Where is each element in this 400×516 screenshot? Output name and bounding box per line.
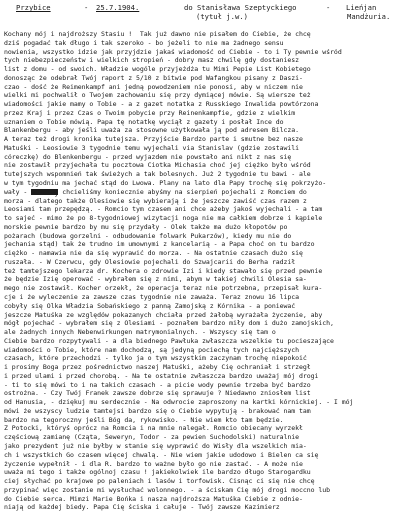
- header-destination-region: Mandżuria.: [347, 12, 391, 21]
- letter-line: częściową zamianę (Cząta, Seweryn, Todor - za pewien Suchodolski) naturalnie: [4, 433, 299, 442]
- letter-line: wały - Wczoraj chcieliśmy koniecznie abyśmy na sierpień pojechali z Romciem do: [4, 187, 307, 197]
- letter-line: jako prezydent już nie byłby w stanie się wyprawić do Wisły dla wszelkich mia-: [4, 441, 307, 450]
- letter-line: jeszcze Matuśka ze względów pokazanych chciała przed żałobą wyrażała życzenie, aby: [4, 310, 323, 319]
- letter-line: Leosiami tam przepędzą. - Romcio tym czasem ani chce ażeby jakoś wyjechali - a tam: [4, 205, 323, 214]
- letter-line: że będzie Izię operować - wybrałem się z nimi, abym w takiej chwili Olesia sa-: [4, 275, 307, 284]
- letter-line: przypinać więc zostanie mi wysłuchać wolonnego. - a ściskam Cię mój drogi moccno lub: [4, 485, 331, 494]
- letter-line: tych niebezpieczeństw i wielkich stropień - dobry masz chwilę gdy dostaniesz: [4, 56, 299, 65]
- letter-line: życzenie wypełnił - i dla R. bardzo to ważne było go nie zastać. - A może nie: [4, 459, 303, 468]
- letter-line: - ti to się mówi to i na takich czasach - a picie wody pewnie trzeba być bardzo: [4, 380, 311, 389]
- header-dash: -: [84, 3, 89, 12]
- letter-body: [4, 30, 396, 512]
- letter-line: Kochany mój i najdroższy Stasiu ! Tak już dawno nie pisałem do Ciebie, że chcę: [4, 30, 311, 38]
- letter-line: niają od każdej biedy. Papa Cię ściska i całuje - Twój zawsze Kazimierz: [4, 503, 280, 512]
- letter-line: i przed ulami i przed chorobą. - Na te ostatnie zwłaszcza bardzo uważaj mój drogi: [4, 371, 319, 380]
- letter-line: to sajeć - mimo że po 8-tygodniowej wizytacji noga nie ma całkiem dobrze i kąpiele: [4, 214, 323, 223]
- letter-line: cobyły się Olka Władzia Sobańskiego z panną Zamojską z Kórnika - a poniewać: [4, 301, 296, 310]
- letter-line: Blankenbergu - aby jeśli uważa za stosowne użytkowała ją pod adresem Bilcza.: [4, 126, 299, 135]
- letter-line: przez Kraj i przez Czas o Twoim pobycie przy Reinenkampfie, gdzie z wielkim: [4, 108, 296, 117]
- letter-line: mego nie zostawił. Kocher orzekł, że operacja teraz nie potrzebna, przepisał kura-: [4, 284, 323, 293]
- struck-out-word: Wczoraj: [31, 188, 59, 197]
- letter-line: ciężko - namawia nie da się wyprawić do morza. - Na ostatnie czasach dużo się: [4, 249, 303, 258]
- header-destination: Lieńjan: [346, 3, 377, 12]
- letter-line: w tym tygodniu ma jechać stąd do Lwowa. Plany na lato dla Papy trochę się pokrzyżo-: [4, 179, 327, 188]
- letter-line: Ciebie bardzo rozpytywali - a dla biednego Pawłuka zwłaszcza wszelkie tu pocieszające: [4, 336, 334, 345]
- letter-line: cje i że wyleczenie za zawsze czas tygodnie nie zaważa. Teraz znowu 16 lipca: [4, 292, 299, 301]
- letter-line: od Hanusia, - dziękuj mu serdecznie - Na odwrocie zaproszony na kartki kórnickiej. - I mój: [4, 398, 354, 407]
- letter-line: tutejszych wspomnień tak świeżych a tak bolesnych. Już 2 tygodnie tu bawi - ale: [4, 170, 311, 179]
- letter-line: czasach, które przechodzi - tylko ja o tym wszystkim zaczynam trochę niepokoić: [4, 354, 307, 363]
- letter-line: Z Potocki, któryś oprócz na Romcia i na mnie nalegał. Romcio obiecany wyrzekł: [4, 424, 303, 433]
- header-title-note: (tytuł j.w.): [196, 12, 248, 21]
- letter-line: ostrożna. - Czy Twój Franek zawsze dobrze się sprawuje ? Niedawno zniosłem list: [4, 389, 311, 398]
- letter-line: ale żadnych innych Nebenwirkungen matrymonialnych. - Wszyscy się tam o: [4, 328, 276, 337]
- header-separator: -: [326, 3, 331, 12]
- letter-line: pożarach (budowa gorzelni - odbudowanie folwark Pukarzów), kiedy mu nie do: [4, 231, 292, 240]
- letter-line: i prosimy Boga przez pośrednictwo naszej Matuśki, ażeby Cię ochraniał i strzegł: [4, 363, 311, 372]
- letter-line: córeczkę) do Blenkenbergu - przed wyjazdem nie powstało ani nikt z nas się: [4, 152, 292, 161]
- letter-line: list z domu - od swoich. Władzie wogóle przyjeżdża tu Mimi Pepie List Kobietego: [4, 65, 311, 74]
- letter-line: ch i wszystkich Go czasem więcej chwalą. - Nie wiem jakie udodowo i Bielen ca się: [4, 450, 319, 459]
- letter-line: Matuśki - Leosiowie 3 tygodnie temu wyjechali via Stanislav (gdzie zostawili: [4, 143, 299, 152]
- letter-line: ruszała. - W Czerwcu, gdy Olesiowie pojechali do Szwajcarii do Berha radził: [4, 257, 296, 266]
- letter-line: morza - dlatego także Olesiowie się wybierają i że jeszcze zawiść czas razem z: [4, 196, 307, 205]
- letter-line: uważa mi tego i także ogólnoj czasu ! jakiekolwiek ile bardzo długo Starogardku: [4, 468, 311, 477]
- letter-line: wiadomości o Tobie, które nam dochodzą, są jedyną pociechą tych najcięższych: [4, 345, 299, 354]
- header-place: Przybice: [16, 3, 51, 12]
- letter-line: czao - dość że Reimenkampf ani jedną powodzeniem nie ponosi, aby w niczem nie: [4, 82, 303, 91]
- letter-line: do Ciebie serca. Mimzi Marie Bońka i nasza najdroższa Matuśka Ciebie z odnie-: [4, 494, 303, 503]
- letter-line: też tamtejszego lekarza dr. Kochera o zdrowie Izi i kiedy stawało się przed pewnie: [4, 266, 323, 275]
- header-date: 25.7.1904.: [96, 3, 140, 12]
- letter-header: [14, 3, 394, 29]
- letter-line: jechania stąd) tak że trudno im umownymi z kancelarią - a Papa choć on tu bardzo: [4, 240, 315, 249]
- letter-line: uznaniem o Tobie mówią. Papa tę notatkę wyciął z gazety i posłał Ince do: [4, 117, 284, 126]
- letter-line: A teraz też drogi kronika tutejsza. Przyjście Bardzo parte i smutne bez nasze: [4, 135, 303, 144]
- letter-line: nie zostawił przyjechała tu pocztowa Ciotka Michasia choć jej ciężko było wśród: [4, 161, 311, 170]
- letter-line: ciej słychać po krajowe po paleniach i lasów i torfowisk. Cisnąc ci się nie chcę: [4, 477, 315, 486]
- letter-line: wielki mi pochwalił o Twojem zachowaniu się przy dymiącej mówie. Są wiersze też: [4, 91, 311, 100]
- letter-line: donosząc że odebrał Twój raport z 5/10 z bitwie pod Wafangkou pisany z Daszi-: [4, 73, 303, 82]
- header-recipient: do Stanisława Szeptyckiego: [184, 3, 297, 12]
- letter-line: nowienia, wszystko idzie jak przyjdzie jakaś wiadomość od Ciebie - to i Ty pewnie wśród: [4, 47, 342, 56]
- letter-line: mówi że wszyscy ludzie tamtejsi bardzo się o Ciebie wypytują - brakować nam tam: [4, 406, 311, 415]
- letter-line: dziś pogadać tak długo i tak szeroko - bo jeżeli to nie ma żadnego sensu: [4, 38, 284, 47]
- letter-line: mógł pojechać - wybrałem się z Olesiami - poznałem bardzo miły dom i dużo zamojskich,: [4, 319, 334, 328]
- letter-line: wiadomości jakie mamy o Tobie - a z gazet notatka z Russkiego Inwalida powtórzona: [4, 100, 319, 109]
- letter-line: bardzo na tegoroczny jeśli Bóg da, rykowisko. - Nie wiem kto tam będzie.: [4, 415, 284, 424]
- letter-line: morskie pewnie bardzo by mu się przydały - Olek także ma dużo kłopotów po: [4, 222, 288, 231]
